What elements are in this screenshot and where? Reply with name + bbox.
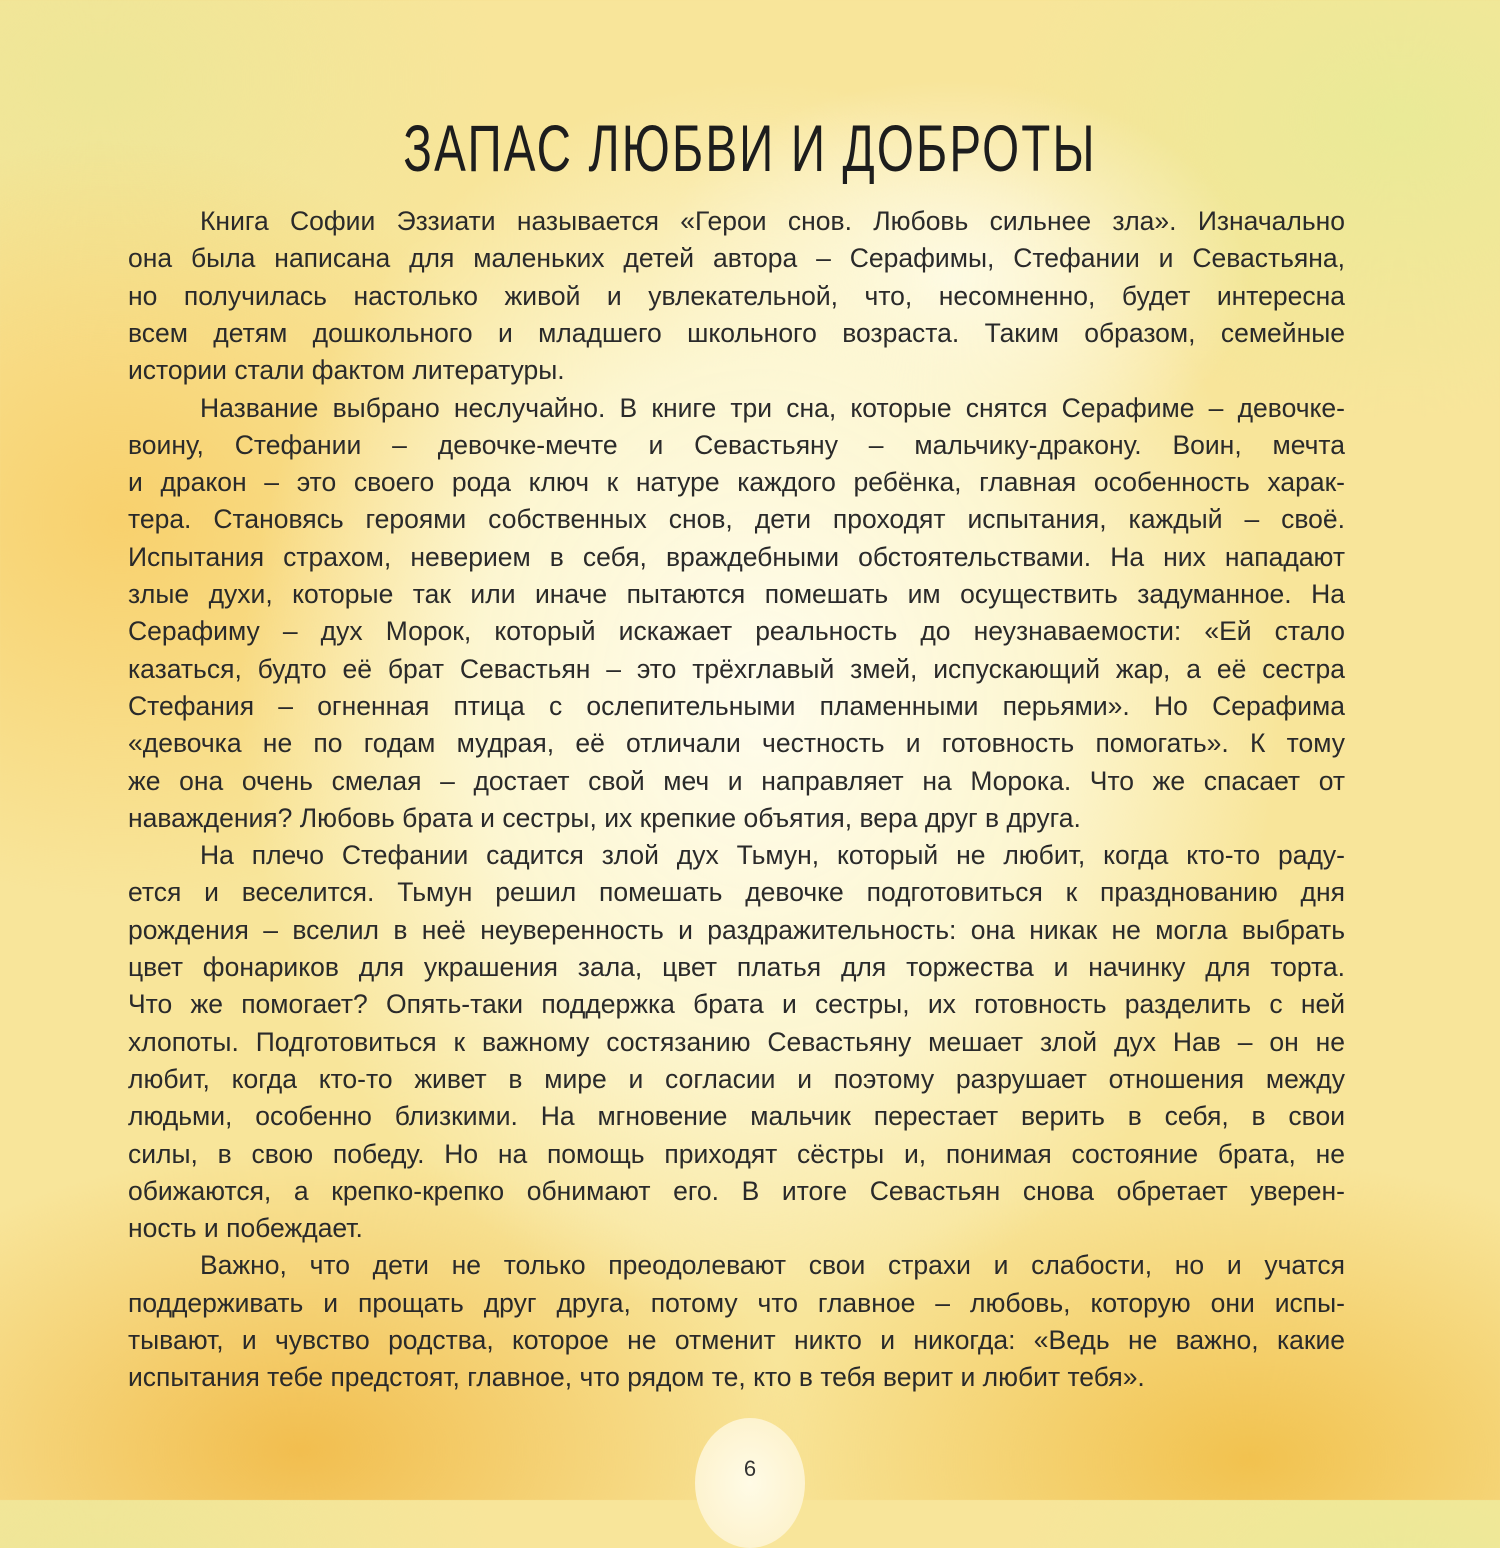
text-line: Название выбрано неслучайно. В книге три сна, которые снятся Серафиме – девочке- bbox=[200, 392, 1345, 423]
text-line: Книга Софии Эззиати называется «Герои снов. Любовь сильнее зла». Изначально bbox=[200, 206, 1345, 236]
text-line: «девочка не по годам мудрая, её отличали честность и готовность помогать». К тому bbox=[128, 728, 1345, 759]
text-line: наваждения? Любовь брата и сестры, их крепкие объятия, вера друг в друга. bbox=[128, 802, 1081, 833]
text-line: рождения – вселил в неё неуверенность и раздражительность: она никак не могла выбрать bbox=[128, 914, 1345, 945]
text-line: людьми, особенно близкими. На мгновение мальчик перестает верить в себя, в свои bbox=[128, 1101, 1345, 1132]
text-line: истории стали фактом литературы. bbox=[128, 355, 565, 386]
text-line: ется и веселится. Тьмун решил помешать девочке подготовиться к празднованию дня bbox=[128, 877, 1345, 908]
text-line: Испытания страхом, неверием в себя, враждебными обстоятельствами. На них нападают bbox=[128, 541, 1345, 572]
text-line: казаться, будто её брат Севастьян – это трёхглавый змей, испускающий жар, а её сестра bbox=[128, 653, 1345, 684]
text-line: обижаются, а крепко-крепко обнимают его. В итоге Севастьян снова обретает уверен- bbox=[128, 1175, 1345, 1206]
text-line: Что же помогает? Опять-таки поддержка брата и сестры, их готовность разделить с ней bbox=[128, 989, 1345, 1020]
text-line: же она очень смелая – достает свой меч и направляет на Морока. Что же спасает от bbox=[128, 765, 1345, 796]
text-line: Стефания – огненная птица с ослепительными пламенными перьями». Но Серафима bbox=[128, 690, 1345, 721]
text-line: но получилась настолько живой и увлекательной, что, несомненно, будет интересна bbox=[128, 280, 1345, 311]
text-line: поддерживать и прощать друг друга, потому что главное – любовь, которую они испы- bbox=[128, 1287, 1345, 1318]
text-line: всем детям дошкольного и младшего школьного возраста. Таким образом, семейные bbox=[128, 317, 1345, 348]
text-line: силы, в свою победу. Но на помощь приходят сёстры и, понимая состояние брата, не bbox=[128, 1138, 1345, 1169]
text-line: цвет фонариков для украшения зала, цвет платья для торжества и начинку для торта. bbox=[128, 952, 1345, 982]
text-line: тера. Становясь героями собственных снов, дети проходят испытания, каждый – своё. bbox=[128, 504, 1345, 535]
text-line: и дракон – это своего рода ключ к натуре каждого ребёнка, главная особенность харак- bbox=[128, 467, 1345, 498]
page-number-badge bbox=[695, 1418, 805, 1548]
page-title: ЗАПАС ЛЮБВИ И ДОБРОТЫ bbox=[403, 111, 1097, 185]
text-line: хлопоты. Подготовиться к важному состязанию Севастьяну мешает злой дух Нав – он не bbox=[128, 1026, 1345, 1057]
page-number: 6 bbox=[743, 1456, 757, 1481]
text-line: злые духи, которые так или иначе пытаются помешать им осуществить задуманное. На bbox=[128, 579, 1345, 609]
text-line: На плечо Стефании садится злой дух Тьмун, который не любит, когда кто-то раду- bbox=[200, 840, 1345, 871]
text-line: тывают, и чувство родства, которое не отменит никто и никогда: «Ведь не важно, какие bbox=[128, 1325, 1345, 1355]
text-line: Серафиму – дух Морок, который искажает реальность до неузнаваемости: «Ей стало bbox=[128, 616, 1345, 647]
text-line: она была написана для маленьких детей автора – Серафимы, Стефании и Севастьяна, bbox=[128, 243, 1345, 274]
text-line: любит, когда кто-то живет в мире и согласии и поэтому разрушает отношения между bbox=[128, 1063, 1345, 1094]
text-line: испытания тебе предстоят, главное, что рядом те, кто в тебя верит и любит тебя». bbox=[128, 1362, 1145, 1393]
text-line: ность и побеждает. bbox=[128, 1213, 363, 1244]
text-line: воину, Стефании – девочке-мечте и Севастьяну – мальчику-дракону. Воин, мечта bbox=[128, 429, 1345, 460]
text-line: Важно, что дети не только преодолевают свои страхи и слабости, но и учатся bbox=[200, 1250, 1345, 1281]
